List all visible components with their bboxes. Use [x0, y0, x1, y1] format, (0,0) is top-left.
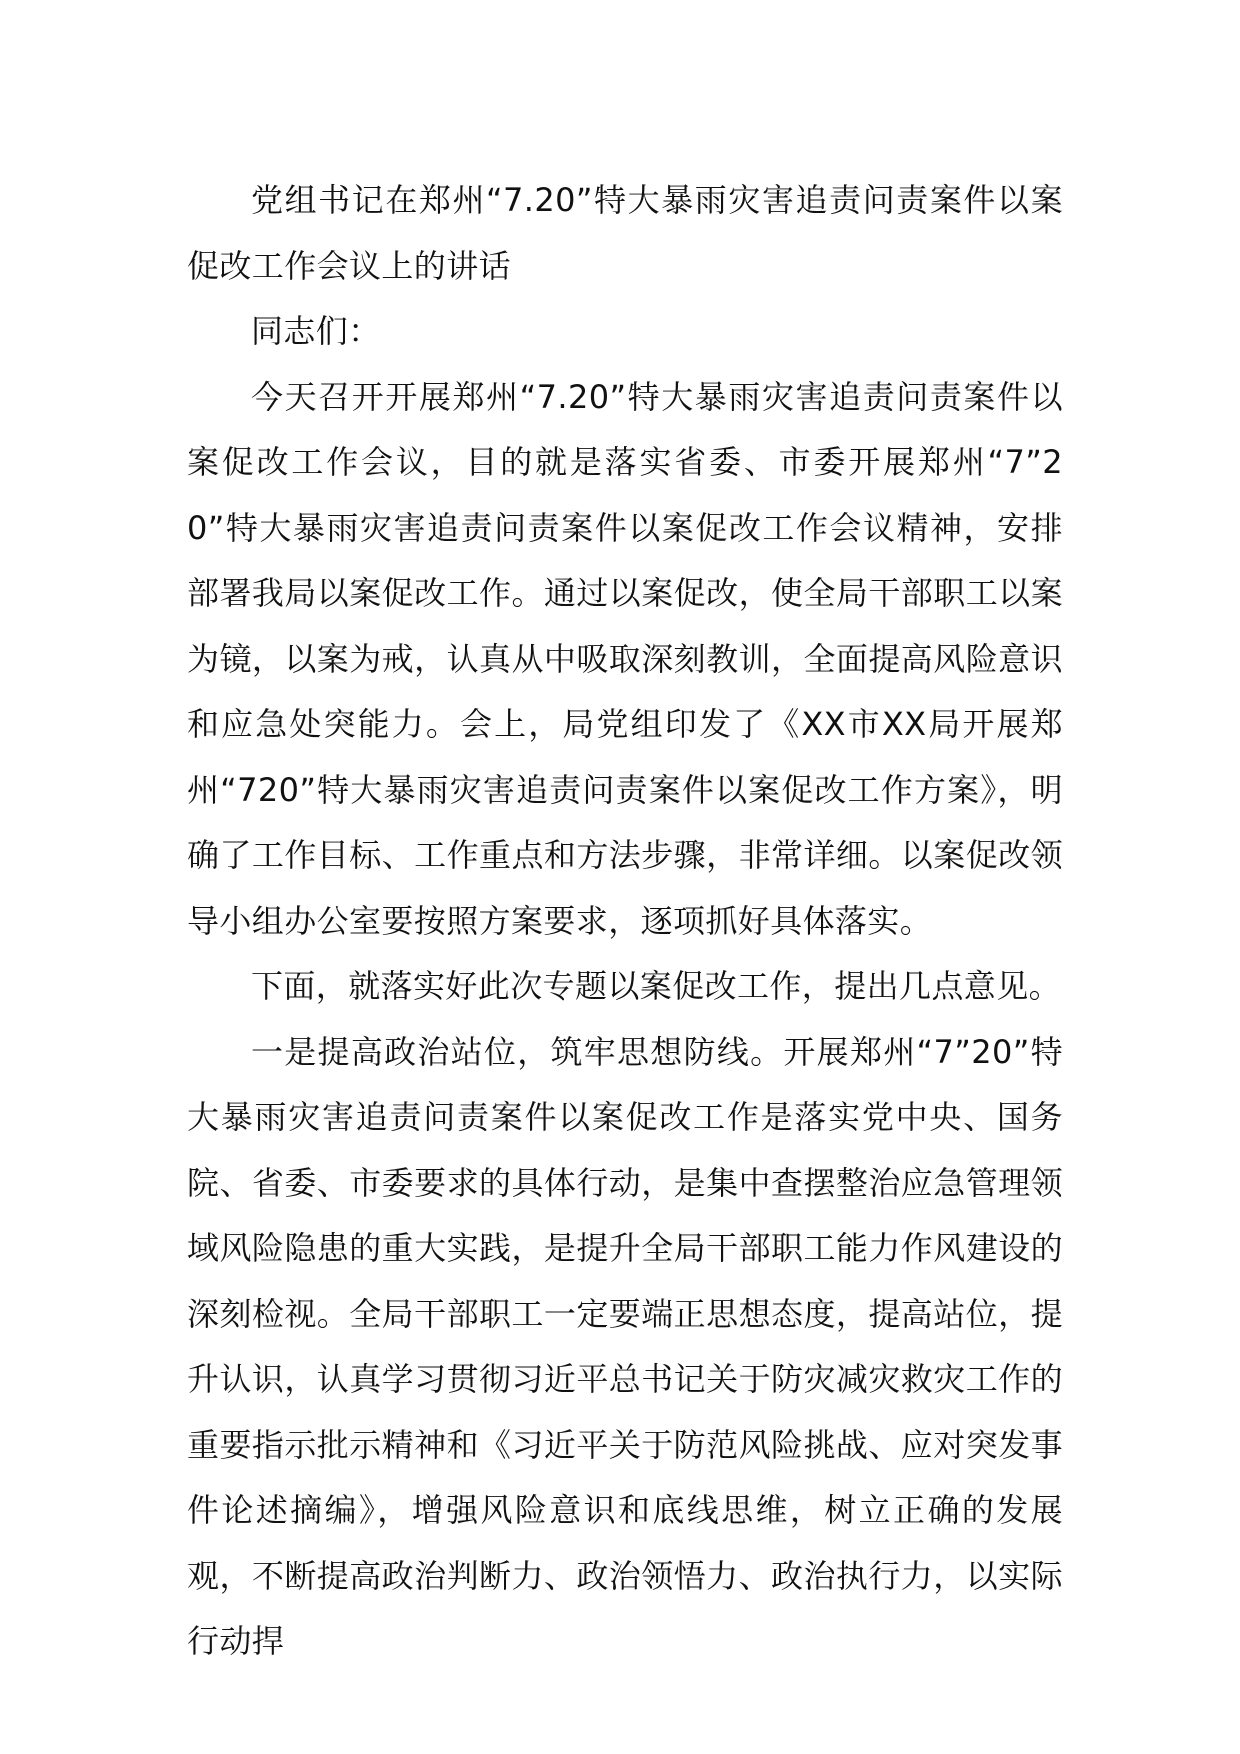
paragraph-point-one: 一是提高政治站位，筑牢思想防线。开展郑州“7”20”特大暴雨灾害追责问责案件以案促改工作是落实党中央、国务院、省委、市委要求的具体行动，是集中查摆整治应急管理领域风险隐患的重大实践，是提升全局干部职工能力作风建设的深刻检视。全局干部职工一定要端正思想态度，提高站位，提升认识，认真学习贯彻习近平总书记关于防灾减灾救灾工作的重要指示批示精神和《习近平关于防范风险挑战、应对突发事件论述摘编》，增强风险意识和底线思维，树立正确的发展观，不断提高政治判断力、政治领悟力、政治执行力，以实际行动捍 — [187, 1032, 1063, 1660]
document-title: 党组书记在郑州“7.20”特大暴雨灾害追责问责案件以案促改工作会议上的讲话 — [187, 181, 1063, 285]
paragraph-intro: 今天召开开展郑州“7.20”特大暴雨灾害追责问责案件以案促改工作会议，目的就是落实省委、市委开展郑州“7”20”特大暴雨灾害追责问责案件以案促改工作会议精神，安排部署我局以案促改工作。通过以案促改，使全局干部职工以案为镜，以案为戒，认真从中吸取深刻教训，全面提高风险意识和应急处突能力。会上，局党组印发了《XX市XX局开展郑州“720”特大暴雨灾害追责问责案件以案促改工作方案》，明确了工作目标、工作重点和方法步骤，非常详细。以案促改领导小组办公室要按照方案要求，逐项抓好具体落实。 — [187, 377, 1063, 940]
salutation: 同志们： — [251, 312, 381, 350]
paragraph-opinions-lead: 下面，就落实好此次专题以案促改工作，提出几点意见。 — [251, 967, 1062, 1005]
document-body — [187, 168, 1063, 1675]
